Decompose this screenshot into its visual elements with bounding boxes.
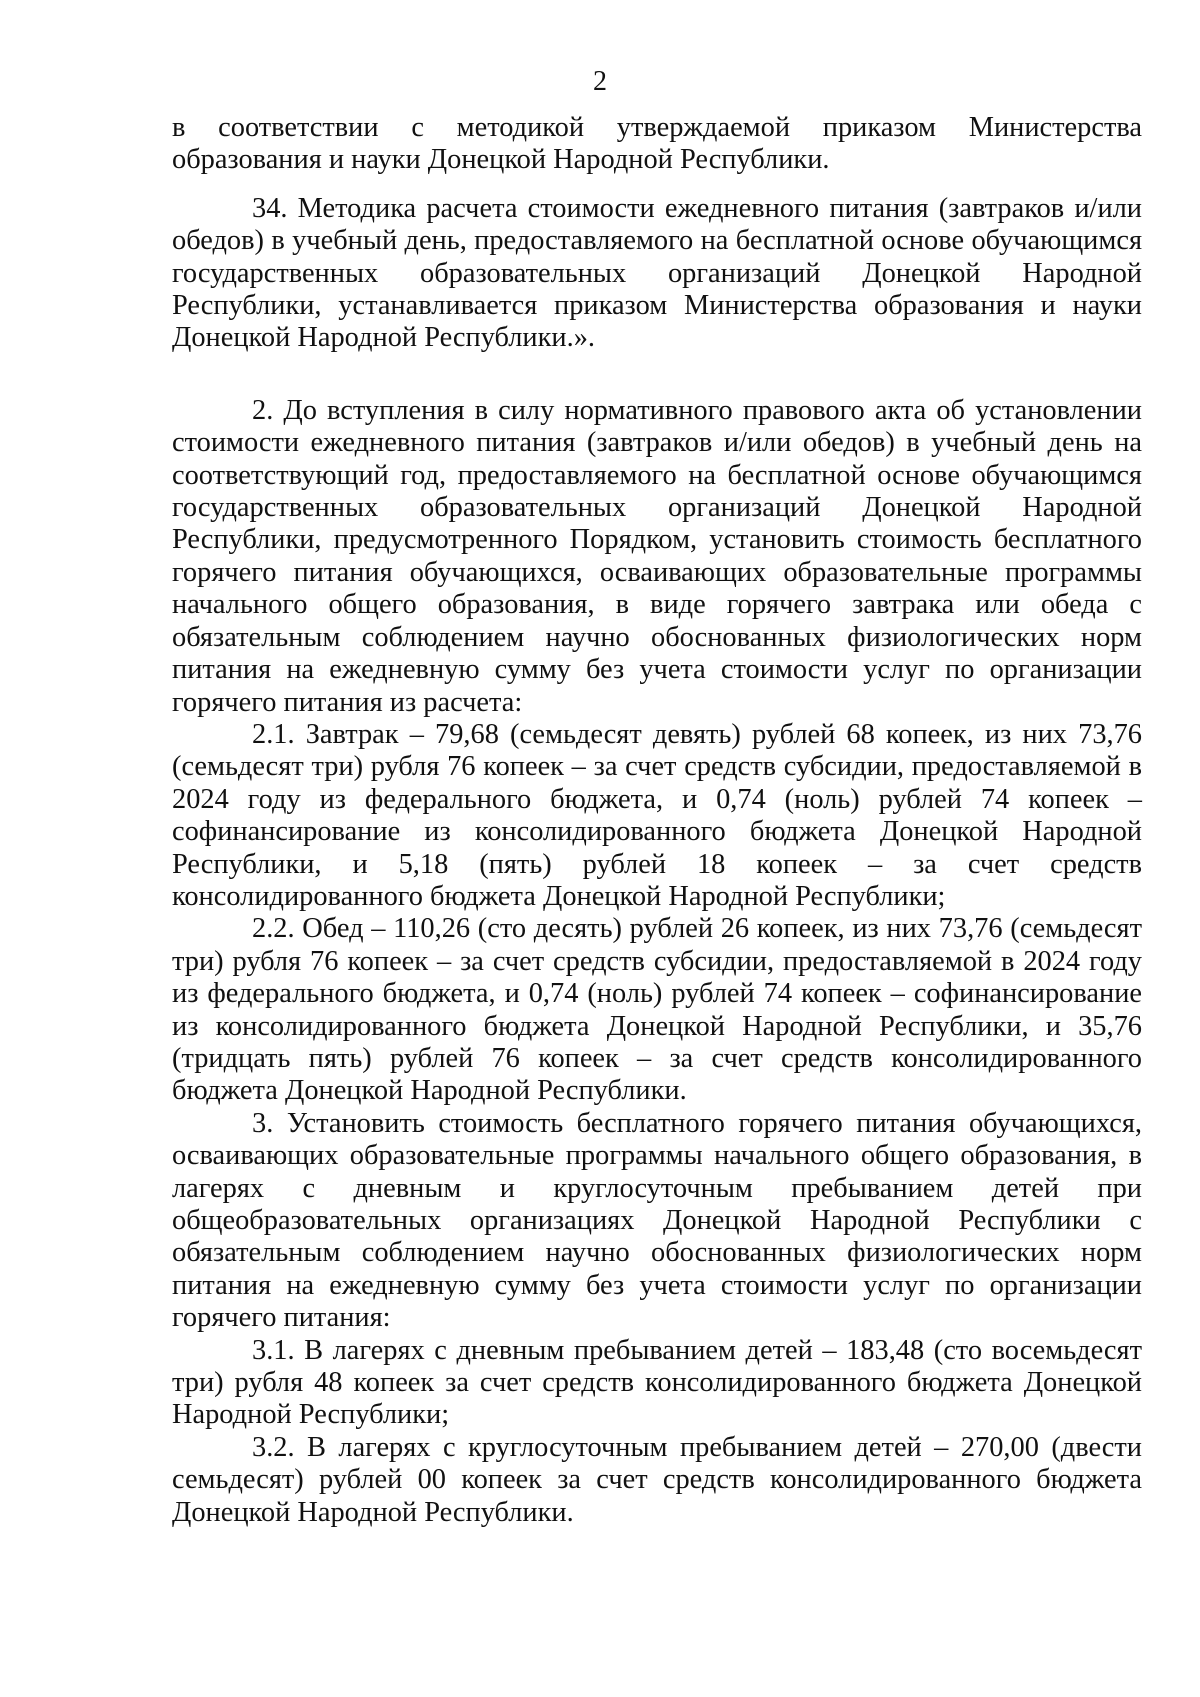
page-number: 2 (593, 66, 607, 97)
paragraph-continuation: в соответствии с методикой утверждаемой приказом Министерства образования и науки Донецкой Народной Республики. (172, 112, 1142, 176)
paragraph-item-3-1: 3.1. В лагерях с дневным пребыванием детей – 183,48 (сто восемьдесят три) рубля 48 копеек за счет средств консолидированного бюджета Донецкой Народной Республики; (172, 1334, 1142, 1431)
paragraph-item-3: 3. Установить стоимость бесплатного горячего питания обучающихся, осваивающих образовательные программы начального общего образования, в лагерях с дневным и круглосуточным пребыванием детей при общеобразовательных организациях Донецкой Народной Республики с обязательным соблюдением научно обоснованных физиологических норм питания на ежедневную сумму без учета стоимости услуг по организации горячего питания: (172, 1107, 1142, 1334)
paragraph-item-3-2: 3.2. В лагерях с круглосуточным пребыванием детей – 270,00 (двести семьдесят) рублей 00 копеек за счет средств консолидированного бюджета Донецкой Народной Республики. (172, 1431, 1142, 1528)
document-body (172, 112, 1142, 1529)
paragraph-item-2-2: 2.2. Обед – 110,26 (сто десять) рублей 26 копеек, из них 73,76 (семьдесят три) рубля 76 копеек – за счет средств субсидии, предоставляемой в 2024 году из федерального бюджета, и 0,74 (ноль) рублей 74 копеек – софинансирование из консолидированного бюджета Донецкой Народной Республики, и 35,76 (тридцать пять) рублей 76 копеек – за счет средств консолидированного бюджета Донецкой Народной Республики. (172, 913, 1142, 1107)
paragraph-item-2-1: 2.1. Завтрак – 79,68 (семьдесят девять) рублей 68 копеек, из них 73,76 (семьдесят три) рубля 76 копеек – за счет средств субсидии, предоставляемой в 2024 году из федерального бюджета, и 0,74 (ноль) рублей 74 копеек – софинансирование из консолидированного бюджета Донецкой Народной Республики, и 5,18 (пять) рублей 18 копеек – за счет средств консолидированного бюджета Донецкой Народной Республики; (172, 718, 1142, 912)
paragraph-item-2: 2. До вступления в силу нормативного правового акта об установлении стоимости ежедневного питания (завтраков и/или обедов) в учебный день на соответствующий год, предоставляемого на бесплатной основе обучающимся государственных образовательных организаций Донецкой Народной Республики, предусмотренного Порядком, установить стоимость бесплатного горячего питания обучающихся, осваивающих образовательные программы начального общего образования, в виде горячего завтрака или обеда с обязательным соблюдением научно обоснованных физиологических норм питания на ежедневную сумму без учета стоимости услуг по организации горячего питания из расчета: (172, 394, 1142, 718)
paragraph-item-34: 34. Методика расчета стоимости ежедневного питания (завтраков и/или обедов) в учебный день, предоставляемого на бесплатной основе обучающимся государственных образовательных организаций Донецкой Народной Республики, устанавливается приказом Министерства образования и науки Донецкой Народной Республики.». (172, 192, 1142, 354)
